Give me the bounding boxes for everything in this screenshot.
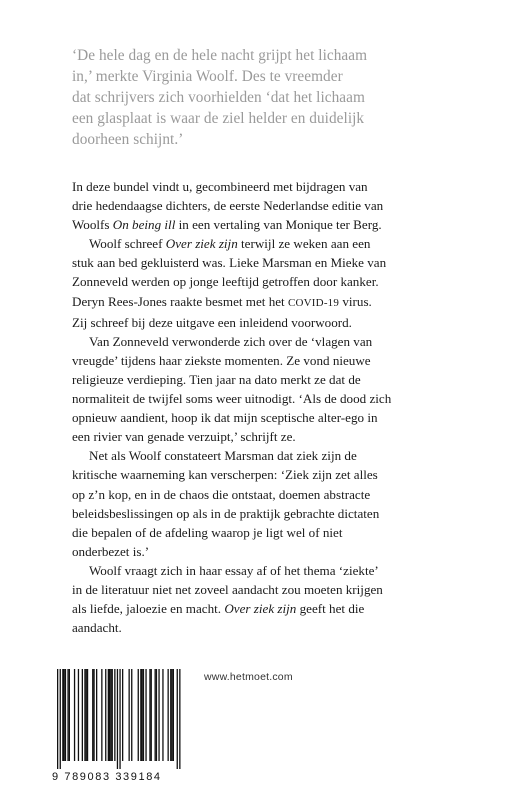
blurb-line: kritische waarneming kan verscherpen: ‘Ziek zijn zet alles <box>72 467 378 483</box>
barcode-bar <box>119 669 120 769</box>
blurb-line <box>72 234 472 253</box>
blurb-line: In deze bundel vindt u, gecombineerd met bijdragen van <box>72 179 368 194</box>
blurb-line <box>72 599 472 618</box>
barcode-bar <box>143 669 144 761</box>
barcode-bar <box>69 669 70 761</box>
barcode-bar <box>60 669 61 769</box>
blurb-line: religieuze verdieping. Tien jaar na dato merkt ze dat de <box>72 371 361 387</box>
barcode-bar <box>138 669 139 761</box>
blurb-line: Zij schreef bij deze uitgave een inleidend voorwoord. <box>72 314 352 330</box>
quote-line: doorheen schijnt.’ <box>72 131 184 148</box>
text-span: virus. <box>339 293 372 309</box>
text-span: geeft het die <box>296 601 365 617</box>
blurb-line: Van Zonneveld verwonderde zich over de ‘vlagen van <box>89 333 373 349</box>
text-span: terwijl ze weken aan een <box>237 236 371 252</box>
barcode-bar <box>86 669 87 761</box>
barcode-bar <box>82 669 83 761</box>
barcode-bar <box>65 669 66 761</box>
quote-line: een glasplaat is waar de ziel helder en duidelijk <box>72 110 365 127</box>
quote-line: in,’ merkte Virginia Woolf. Des te vreemder <box>72 68 343 85</box>
quote-line: dat schrijvers zich voorhielden ‘dat het lichaam <box>72 89 365 106</box>
book-title-italic: Over ziek zijn <box>165 236 238 252</box>
barcode-bar <box>131 669 132 761</box>
back-cover-quote <box>72 45 472 150</box>
blurb-line: die bepalen of de afdeling waarop je ligt wel of niet <box>72 524 343 540</box>
covid-smallcaps: COVID-19 <box>287 296 340 309</box>
blurb-text <box>72 177 472 637</box>
blurb-line: drie hedendaagse dichters, de eerste Nederlandse editie van <box>72 198 384 214</box>
barcode-bar <box>151 669 152 761</box>
book-title-italic: On being ill <box>112 217 176 233</box>
blurb-line: beleidsbeslissingen op als in de praktijk gebrachte dictaten <box>72 505 380 521</box>
blurb-line: in de literatuur niet net zoveel aandacht zou moeten krijgen <box>72 581 383 597</box>
barcode-bar <box>108 669 109 761</box>
blurb-line: Woolf vraagt zich in haar essay af of het thema ‘ziekte’ <box>89 562 379 578</box>
barcode-bar <box>109 669 110 761</box>
isbn-digits: 9 789083 339184 <box>52 771 162 783</box>
book-title-italic: Over ziek zijn <box>224 601 297 617</box>
blurb-line: onderbezet is.’ <box>72 543 150 559</box>
barcode-bar <box>173 669 174 761</box>
isbn-barcode <box>52 669 185 787</box>
barcode-bar <box>140 669 141 761</box>
blurb-line: vreugde’ tijdens haar ziekste momenten. Ze vond nieuwe <box>72 352 371 368</box>
text-span: in een vertaling van Monique ter Berg. <box>175 217 382 233</box>
barcode-bar <box>145 669 146 761</box>
barcode-bar <box>112 669 113 761</box>
barcode-bar <box>179 669 180 769</box>
barcode-bar <box>149 669 150 761</box>
barcode-bar <box>156 669 157 761</box>
barcode-bar <box>84 669 85 761</box>
barcode-bar <box>177 669 178 769</box>
barcode-bars <box>52 669 185 771</box>
quote-line: ‘De hele dag en de hele nacht grijpt het lichaam <box>72 47 368 64</box>
blurb-line: aandacht. <box>72 620 122 636</box>
blurb-line: normaliteit de twijfel soms weer uitnodigt. ‘Als de dood zich <box>72 391 392 407</box>
barcode-bar <box>129 669 130 761</box>
barcode-bar <box>114 669 115 761</box>
text-span: Woolf schreef <box>89 236 166 252</box>
barcode-bar <box>96 669 97 761</box>
publisher-website: www.hetmoet.com <box>204 671 293 683</box>
barcode-bar <box>78 669 79 761</box>
blurb-line: een rivier van genade verzuipt,’ schrijft ze. <box>72 429 296 445</box>
blurb-line <box>72 215 472 234</box>
barcode-bar <box>105 669 106 761</box>
barcode-bar <box>170 669 171 761</box>
barcode-bar <box>122 669 123 761</box>
blurb-line <box>72 292 472 313</box>
barcode-bar <box>62 669 63 761</box>
barcode-bar <box>171 669 172 761</box>
barcode-bar <box>92 669 93 761</box>
barcode-bar <box>142 669 143 761</box>
text-span: Woolfs <box>72 217 113 233</box>
barcode-bar <box>87 669 88 761</box>
barcode-bar <box>74 669 75 761</box>
barcode-bar <box>64 669 65 761</box>
barcode-bar <box>93 669 94 761</box>
barcode-bar <box>117 669 118 769</box>
blurb-line: op z’n kop, en in de chaos die ontstaat, doemen abstracte <box>72 486 371 502</box>
barcode-bar <box>67 669 68 761</box>
barcode-bar <box>57 669 58 769</box>
barcode-bar <box>158 669 159 761</box>
barcode-bar <box>155 669 156 761</box>
barcode-bar <box>168 669 169 761</box>
barcode-bar <box>110 669 111 761</box>
blurb-line: Zonneveld werden op jonge leeftijd getroffen door kanker. <box>72 274 379 290</box>
barcode-bar <box>162 669 163 761</box>
blurb-line: opnieuw aandient, hoop ik dat mijn sceptische alter-ego in <box>72 410 378 426</box>
text-span: als liefde, jaloezie en macht. <box>72 601 225 617</box>
blurb-line: stuk aan bed gekluisterd was. Lieke Marsman en Mieke van <box>72 255 387 271</box>
text-span: Deryn Rees-Jones raakte besmet met het <box>72 293 288 309</box>
blurb-line: Net als Woolf constateert Marsman dat ziek zijn de <box>89 448 357 464</box>
barcode-bar <box>101 669 102 761</box>
